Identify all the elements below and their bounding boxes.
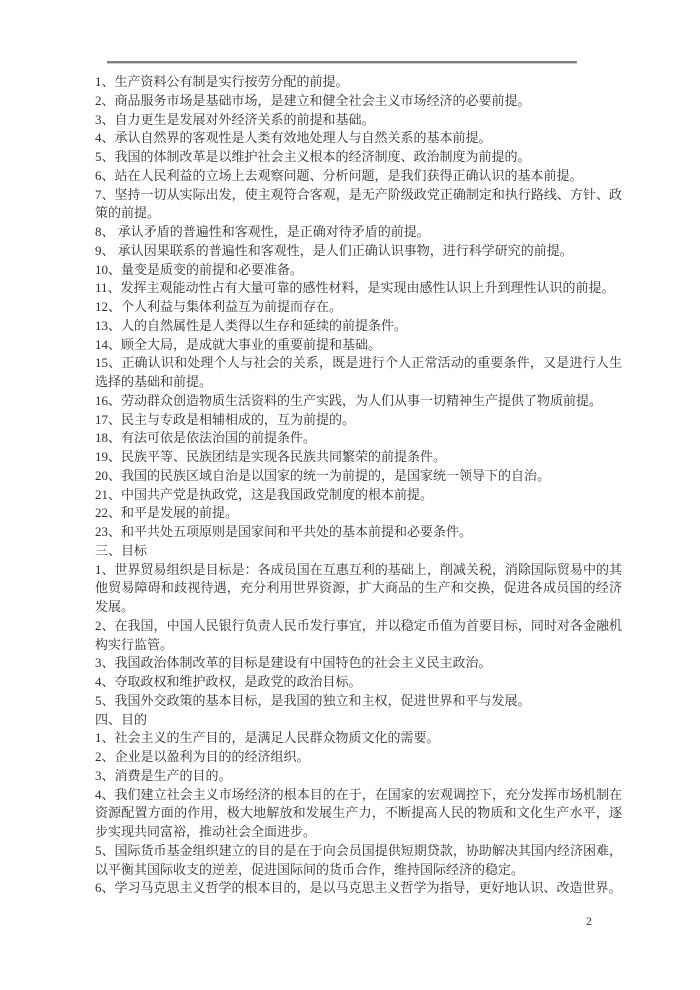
list-item: 17、民主与专政是相辅相成的，互为前提的。 bbox=[95, 411, 356, 427]
list-item: 7、坚持一切从实际出发，使主观符合客观，是无产阶级政党正确制定和执行路线、方针、政策的前提。 bbox=[95, 186, 622, 221]
list-item: 21、中国共产党是执政党，这是我国政党制度的根本前提。 bbox=[95, 486, 434, 502]
list-item: 2、在我国，中国人民银行负责人民币发行事宜，并以稳定币值为首要目标，同时对各金融机构实行监管。 bbox=[95, 617, 622, 652]
list-item: 5、我国的体制改革是以维护社会主义根本的经济制度、政治制度为前提的。 bbox=[95, 149, 531, 164]
list-item: 10、量变是质变的前提和必要准备。 bbox=[95, 261, 304, 277]
list-item: 6、学习马克思主义哲学的根本目的，是以马克思主义哲学为指导，更好地认识、改造世界。 bbox=[95, 880, 622, 896]
list-item: 4、我们建立社会主义市场经济的根本目的在于，在国家的宏观调控下，充分发挥市场机制在资源配置方面的作用，极大地解放和发展生产力，不断提高人民的物质和文化生产水平，逐步实现共同富裕，推动社会全面进步。 bbox=[95, 786, 622, 839]
list-item: 12、个人利益与集体利益互为前提而存在。 bbox=[95, 299, 343, 314]
list-item: 3、消费是生产的目的。 bbox=[95, 767, 232, 783]
list-item: 4、夺取政权和维护政权，是政党的政治目标。 bbox=[95, 674, 362, 689]
list-item: 20、我国的民族区域自治是以国家的统一为前提的，是国家统一领导下的自治。 bbox=[95, 467, 551, 483]
list-item: 13、人的自然属性是人类得以生存和延续的前提条件。 bbox=[95, 317, 408, 333]
section-heading: 三、目标 bbox=[95, 542, 148, 558]
list-item: 1、世界贸易组织是目标是：各成员国在互惠互利的基础上，削减关税，消除国际贸易中的其他贸易障碍和歧视待遇，充分利用世界资源，扩大商品的生产和交换，促进各成员国的经济发展。 bbox=[95, 561, 622, 614]
list-item: 16、劳动群众创造物质生活资料的生产实践，为人们从事一切精神生产提供了物质前提。 bbox=[95, 392, 603, 408]
list-item: 3、自力更生是发展对外经济关系的前提和基础。 bbox=[95, 111, 375, 127]
list-item: 11、发挥主观能动性占有大量可靠的感性材料，是实现由感性认识上升到理性认识的前提。 bbox=[95, 280, 615, 296]
list-item: 5、我国外交政策的基本目标，是我国的独立和主权，促进世界和平与发展。 bbox=[95, 692, 531, 708]
list-item: 18、有法可依是依法治国的前提条件。 bbox=[95, 430, 317, 446]
list-item: 2、企业是以盈利为目的的经济组织。 bbox=[95, 749, 310, 764]
list-item: 1、生产资料公有制是实行按劳分配的前提。 bbox=[95, 74, 349, 89]
list-item: 19、民族平等、民族团结是实现各民族共同繁荣的前提条件。 bbox=[95, 449, 447, 464]
list-item: 1、社会主义的生产目的，是满足人民群众物质文化的需要。 bbox=[95, 730, 440, 746]
list-item: 14、顾全大局，是成就大事业的重要前提和基础。 bbox=[95, 336, 382, 352]
list-item: 6、站在人民利益的立场上去观察问题、分析问题，是我们获得正确认识的基本前提。 bbox=[95, 167, 583, 183]
list-item: 23、和平共处五项原则是国家间和平共处的基本前提和必要条件。 bbox=[95, 524, 473, 539]
header-divider bbox=[107, 61, 577, 64]
section-heading: 四、目的 bbox=[95, 711, 148, 727]
list-item: 15、正确认识和处理个人与社会的关系，既是进行个人正常活动的重要条件，又是进行人生选择的基础和前提。 bbox=[95, 355, 622, 389]
list-item: 2、商品服务市场是基础市场，是建立和健全社会主义市场经济的必要前提。 bbox=[95, 92, 531, 108]
list-item: 3、我国政治体制改革的目标是建设有中国特色的社会主义民主政治。 bbox=[95, 655, 492, 671]
list-item: 22、和平是发展的前提。 bbox=[95, 505, 239, 521]
document-body bbox=[95, 73, 622, 898]
list-item: 4、承认自然界的客观性是人类有效地处理人与自然关系的基本前提。 bbox=[95, 130, 492, 146]
list-item: 9、 承认因果联系的普遍性和客观性，是人们正确认识事物，进行科学研究的前提。 bbox=[95, 242, 573, 258]
list-item: 5、国际货币基金组织建立的目的是在于向会员国提供短期贷款，协助解决其国内经济困难，以平衡其国际收支的逆差，促进国际间的货币合作，维持国际经济的稳定。 bbox=[95, 842, 622, 877]
page-number: 2 bbox=[586, 914, 592, 928]
list-item: 8、 承认矛盾的普遍性和客观性，是正确对待矛盾的前提。 bbox=[95, 224, 430, 239]
